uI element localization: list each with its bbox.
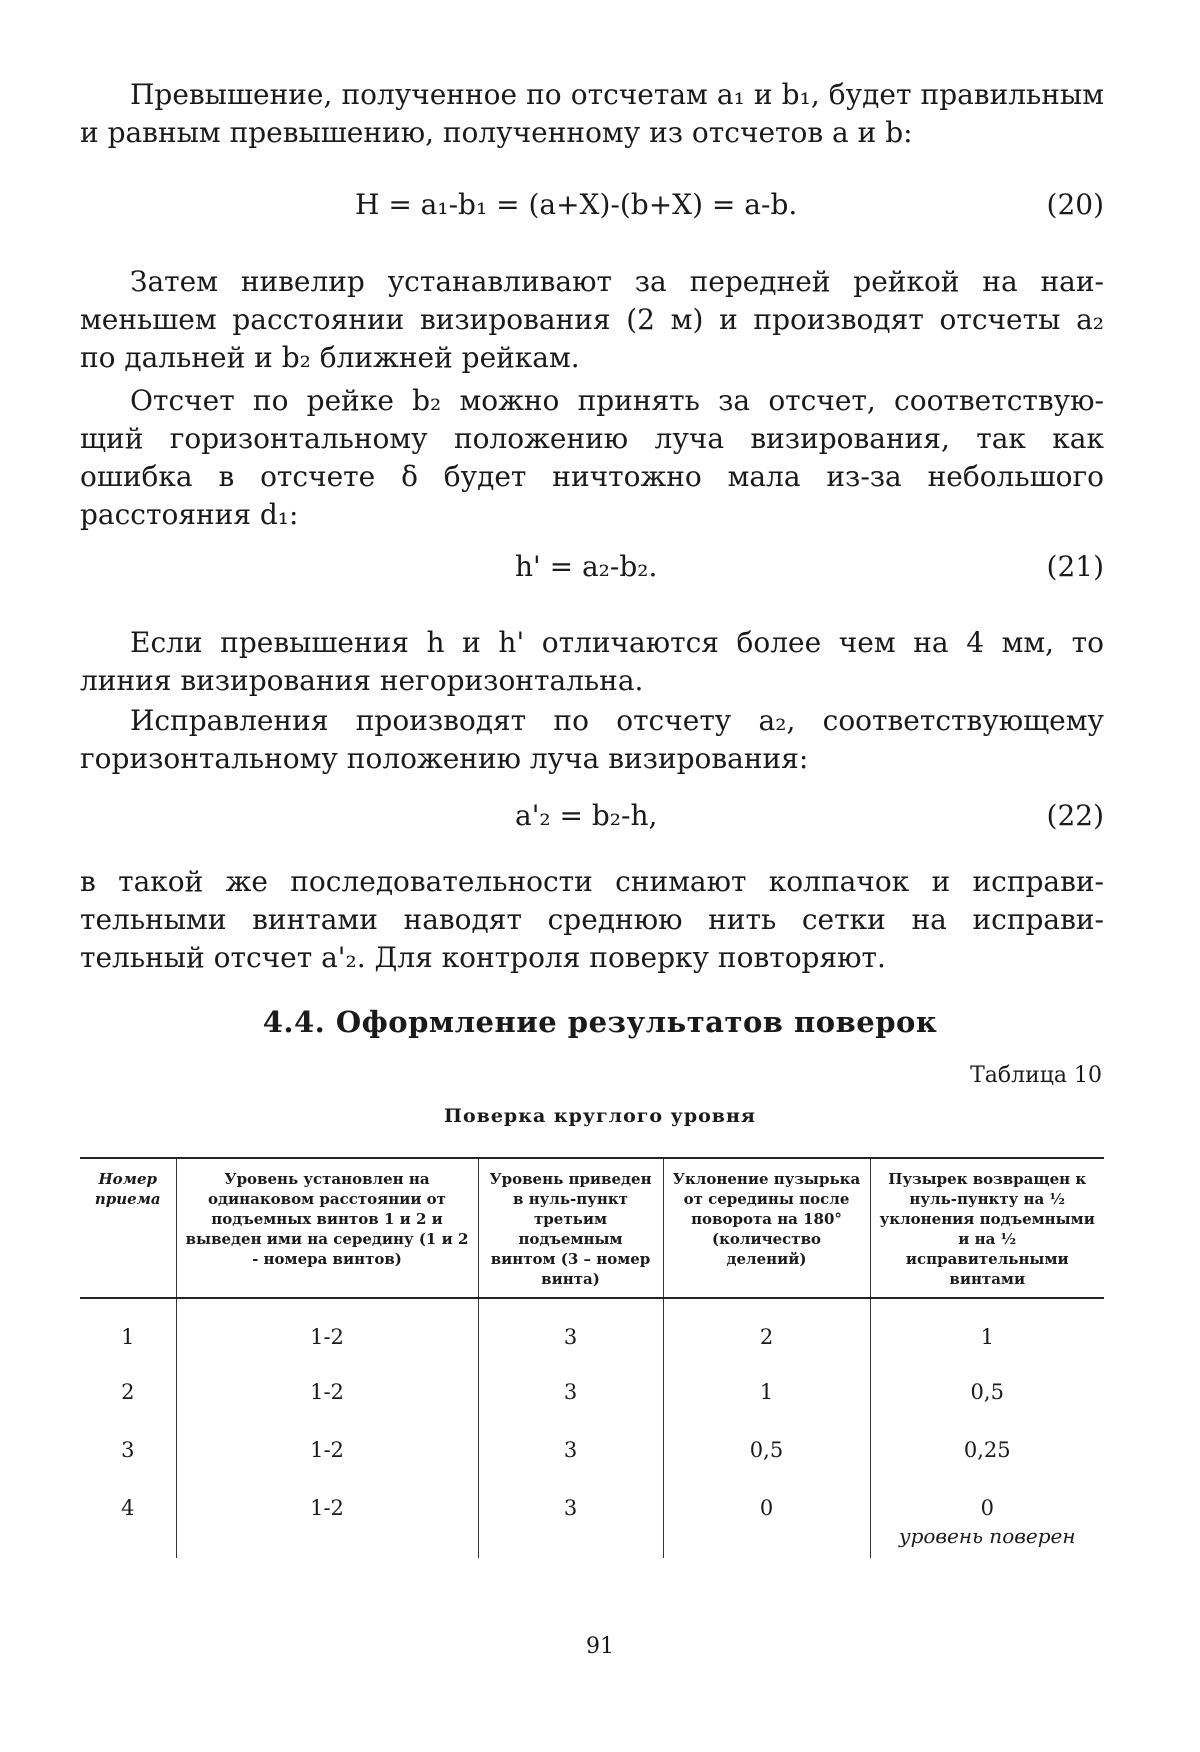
paragraph-5-line-2: горизонтальному положению луча визирования: xyxy=(80,742,809,775)
cell-attempt: 4 xyxy=(121,1496,135,1520)
formula-20-number: (20) xyxy=(1046,188,1104,221)
formula-21: h' = a₂-b₂. xyxy=(515,550,658,583)
paragraph-6-line-1: в такой же последовательности снимают колпачок и исправи- xyxy=(80,865,1104,898)
paragraph-3-line-4: расстояния d₁: xyxy=(80,498,299,531)
cell-screws: 1-2 xyxy=(176,1362,478,1420)
formula-22: a'₂ = b₂-h, xyxy=(515,799,658,832)
paragraph-2-line-1: Затем нивелир устанавливают за передней рейкой на наи- xyxy=(130,265,1104,298)
cell-attempt: 1 xyxy=(121,1325,135,1349)
paragraph-5-line-1: Исправления производят по отсчету a₂, соответствующему xyxy=(130,704,1104,737)
table-row xyxy=(80,1298,1104,1362)
formula-21-number: (21) xyxy=(1046,550,1104,583)
cell-third-screw: 3 xyxy=(478,1362,663,1420)
section-title: 4.4. Оформление результатов поверок xyxy=(262,1005,938,1039)
table-caption: Поверка круглого уровня xyxy=(444,1105,756,1127)
cell-returned: 0,25 xyxy=(870,1420,1104,1478)
cell-deviation: 0,5 xyxy=(663,1420,870,1478)
paragraph-6-line-3: тельный отсчет a'₂. Для контроля поверку повторяют. xyxy=(80,941,886,974)
cell-deviation: 0 xyxy=(663,1478,870,1558)
paragraph-1-line-2: и равным превышению, полученному из отсчетов a и b: xyxy=(80,116,913,149)
cell-screws: 1-2 xyxy=(176,1478,478,1558)
paragraph-6 xyxy=(80,863,1104,977)
cell-returned-final xyxy=(870,1478,1104,1558)
cell-third-screw: 3 xyxy=(478,1420,663,1478)
formula-20: H = a₁-b₁ = (a+X)-(b+X) = a-b. xyxy=(355,188,798,221)
table-header-row xyxy=(80,1158,1104,1298)
table-label: Таблица 10 xyxy=(970,1063,1102,1088)
cell-deviation: 1 xyxy=(663,1362,870,1420)
cell-third-screw: 3 xyxy=(478,1298,663,1362)
page-number: 91 xyxy=(586,1634,614,1659)
header-attempt-number: Номер приема xyxy=(80,1158,176,1298)
paragraph-2-line-3: по дальней и b₂ ближней рейкам. xyxy=(80,341,580,374)
cell-returned: 0 xyxy=(980,1496,994,1520)
paragraph-1 xyxy=(80,76,1104,152)
paragraph-6-line-2: тельными винтами наводят среднюю нить сетки на исправи- xyxy=(80,903,1104,936)
cell-returned: 1 xyxy=(870,1298,1104,1362)
paragraph-3-line-1: Отсчет по рейке b₂ можно принять за отсчет, соответствую- xyxy=(130,384,1104,417)
cell-screws: 1-2 xyxy=(176,1298,478,1362)
paragraph-4-line-2: линия визирования негоризонтальна. xyxy=(80,664,644,697)
table-row xyxy=(80,1478,1104,1558)
formula-22-number: (22) xyxy=(1046,799,1104,832)
paragraph-3-line-2: щий горизонтальному положению луча визирования, так как xyxy=(80,422,1104,455)
paragraph-4 xyxy=(80,624,1104,700)
paragraph-2 xyxy=(80,263,1104,377)
final-note: уровень поверен xyxy=(898,1524,1076,1548)
cell-attempt: 3 xyxy=(121,1438,135,1462)
paragraph-5 xyxy=(80,702,1104,778)
cell-third-screw: 3 xyxy=(478,1478,663,1558)
paragraph-2-line-2: меньшем расстоянии визирования (2 м) и производят отсчеты a₂ xyxy=(80,303,1104,336)
paragraph-3 xyxy=(80,382,1104,534)
cell-returned: 0,5 xyxy=(870,1362,1104,1420)
table-row xyxy=(80,1420,1104,1478)
cell-attempt: 2 xyxy=(121,1380,135,1404)
cell-deviation: 2 xyxy=(663,1298,870,1362)
header-bubble-returned: Пузырек возвращен к нуль-пункту на ½ уклонения подъемными и на ½ исправительными винтами xyxy=(870,1158,1104,1298)
paragraph-3-line-3: ошибка в отсчете δ будет ничтожно мала из-за небольшого xyxy=(80,460,1104,493)
table-row xyxy=(80,1362,1104,1420)
cell-screws: 1-2 xyxy=(176,1420,478,1478)
results-table xyxy=(80,1157,1104,1558)
paragraph-1-line-1: Превышение, полученное по отсчетам a₁ и b₁, будет правильным xyxy=(130,78,1104,111)
header-bubble-deviation: Уклонение пузырька от середины после поворота на 180° (количество делений) xyxy=(663,1158,870,1298)
paragraph-4-line-1: Если превышения h и h' отличаются более чем на 4 мм, то xyxy=(130,626,1104,659)
header-level-set: Уровень установлен на одинаковом расстоянии от подъемных винтов 1 и 2 и выведен ими на середину (1 и 2 - номера винтов) xyxy=(176,1158,478,1298)
header-level-zeroed: Уровень приведен в нуль-пункт третьим подъемным винтом (3 – номер винта) xyxy=(478,1158,663,1298)
